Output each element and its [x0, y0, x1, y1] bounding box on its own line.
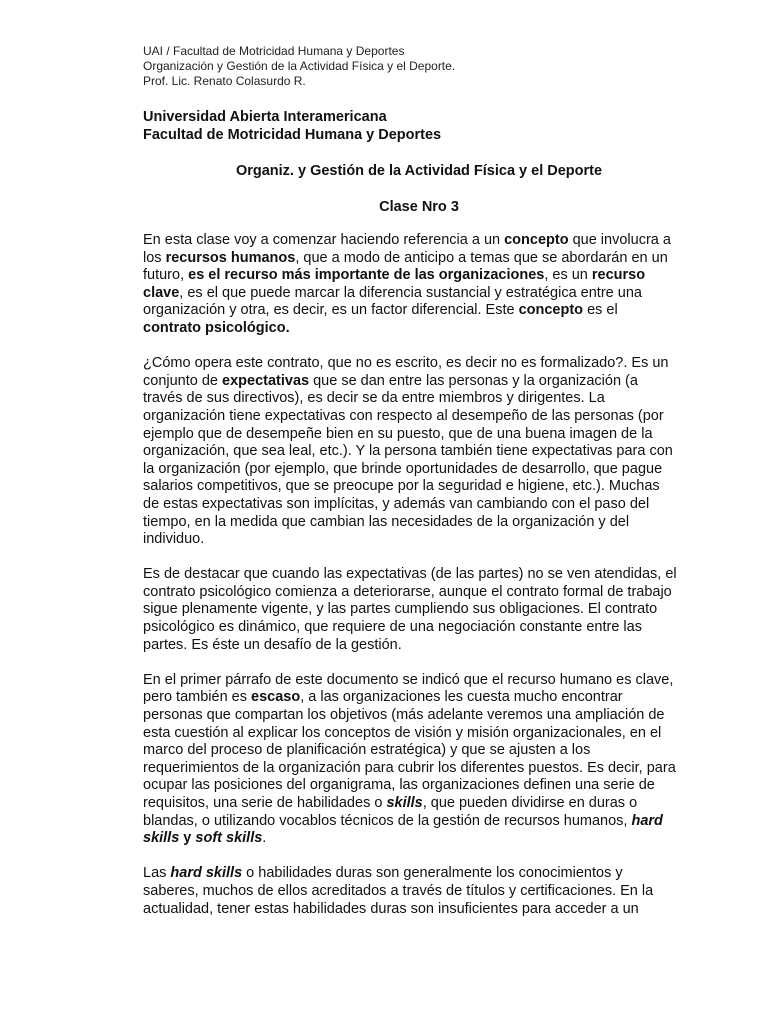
university-name: Universidad Abierta Interamericana [143, 109, 387, 125]
text-run: , que pueden dividirse en duras o [422, 795, 638, 811]
text-run: que se dan entre las personas y la organización (a [309, 372, 638, 389]
bold-connector: y [179, 830, 196, 847]
bold-italic-term: hard [631, 812, 663, 829]
text-line: marco del proceso de planificación estratégica) y que se ajusten a los [143, 742, 591, 759]
text-line: la organización (por ejemplo, que brinde oportunidades de desarrollo, que pague [143, 460, 663, 477]
text-line: sigue plenamente vigente, y las partes cumpliendo sus obligaciones. El contrato [143, 601, 658, 618]
text-run: es el [583, 302, 618, 319]
text-run: que involucra a [568, 232, 671, 248]
text-line: de estas expectativas son implícitas, y además van cambiando con el paso del [143, 495, 650, 512]
text-run: , a las organizaciones les cuesta mucho encontrar [300, 689, 623, 706]
bold-italic-term: skills [386, 795, 423, 811]
header-line: UAI / Facultad de Motricidad Humana y Deportes [143, 44, 405, 58]
bold-term: contrato psicológico. [143, 319, 290, 336]
text-run: Las [143, 865, 171, 882]
text-line: esta cuestión al explicar los conceptos de visión y misión organizacionales, en el [143, 724, 662, 741]
text-line: ejemplo que de desempeñe bien en su puesto, que de una buena imagen de la [143, 425, 653, 442]
text-line: organización, que sea leal, etc.). Y la persona también tiene expectativas para con [143, 443, 673, 460]
paragraph-1 [143, 232, 703, 338]
paragraph-2 [143, 355, 703, 549]
bold-italic-term: hard skills [170, 865, 243, 882]
bold-term: concepto [518, 302, 584, 319]
faculty-name: Facultad de Motricidad Humana y Deportes [143, 127, 442, 143]
text-line: organización tiene expectativas con respecto al desempeño de las personas (por [143, 407, 664, 424]
bold-term: es el recurso más importante de las organizaciones [188, 267, 545, 284]
text-line: través de sus directivos), es decir se da entre miembros y dirigentes. La [143, 390, 605, 407]
text-run: pero también es [143, 689, 252, 706]
body-text [143, 232, 703, 936]
paragraph-5 [143, 865, 703, 918]
text-line: En el primer párrafo de este documento se indicó que el recurso humano es clave, [143, 671, 674, 688]
text-run: blandas, o utilizando vocablos técnicos de la gestión de recursos humanos, [143, 812, 632, 829]
bold-term: recursos humanos [165, 249, 296, 266]
bold-term: escaso [251, 689, 301, 706]
text-run: . [262, 830, 267, 847]
text-line: tiempo, en la medida que cambian las necesidades de la organización y del [143, 513, 630, 530]
text-line: contrato psicológico comienza a deteriorarse, aunque el contrato formal de trabajo [143, 583, 672, 600]
text-run: o habilidades duras son generalmente los conocimientos y [242, 865, 623, 882]
header-line: Prof. Lic. Renato Colasurdo R. [143, 74, 306, 88]
bold-italic-term: soft skills [195, 830, 263, 847]
text-line: requerimientos de la organización para cubrir los diferentes puestos. Es decir, para [143, 759, 676, 776]
paragraph-3 [143, 566, 703, 654]
text-run: requisitos, una serie de habilidades o [143, 795, 387, 811]
text-line: salarios competitivos, que se preocupe por la seguridad e higiene, etc.). Muchas [143, 478, 660, 495]
bold-term: concepto [504, 232, 569, 248]
class-number: Clase Nro 3 [379, 199, 459, 215]
text-line: individuo. [143, 531, 205, 548]
text-line: personas que compartan los objetivos (más adelante veremos una ampliación de [143, 707, 665, 724]
institution-block [143, 108, 441, 144]
running-header [143, 44, 455, 89]
bold-term: expectativas [222, 372, 310, 389]
text-run: futuro, [143, 267, 189, 284]
text-line: actualidad, tener estas habilidades duras son insuficientes para acceder a un [143, 900, 639, 917]
text-line: ocupar las posiciones del organigrama, las organizaciones definen una serie de [143, 777, 655, 794]
text-run: , que a modo de anticipo a temas que se abordarán en un [295, 249, 668, 266]
bold-term: recurso [591, 267, 646, 284]
text-line: psicológico es dinámico, que requiere de una negociación constante entre las [143, 619, 642, 636]
text-line: partes. Es éste un desafío de la gestión. [143, 636, 402, 653]
text-run: En esta clase voy a comenzar haciendo referencia a un [143, 232, 505, 248]
header-line: Organización y Gestión de la Actividad Física y el Deporte. [143, 59, 456, 73]
course-title: Organiz. y Gestión de la Actividad Física y el Deporte [235, 163, 603, 179]
text-run: ¿Cómo opera este contrato, que no es escrito, es decir no es formalizado?. Es un [143, 355, 669, 372]
text-run: conjunto de [143, 372, 223, 389]
bold-term: clave [143, 284, 180, 301]
text-run: organización y otra, es decir, es un factor diferencial. Este [143, 302, 519, 319]
text-line: Es de destacar que cuando las expectativas (de las partes) no se ven atendidas, el [143, 566, 677, 583]
text-run: , es un [544, 267, 592, 284]
text-line: saberes, muchos de ellos acreditados a través de títulos y certificaciones. En la [143, 882, 654, 899]
bold-italic-term: skills [143, 830, 180, 847]
text-run: los [143, 249, 166, 266]
paragraph-4 [143, 672, 703, 848]
text-run: , es el que puede marcar la diferencia sustancial y estratégica entre una [179, 284, 642, 301]
